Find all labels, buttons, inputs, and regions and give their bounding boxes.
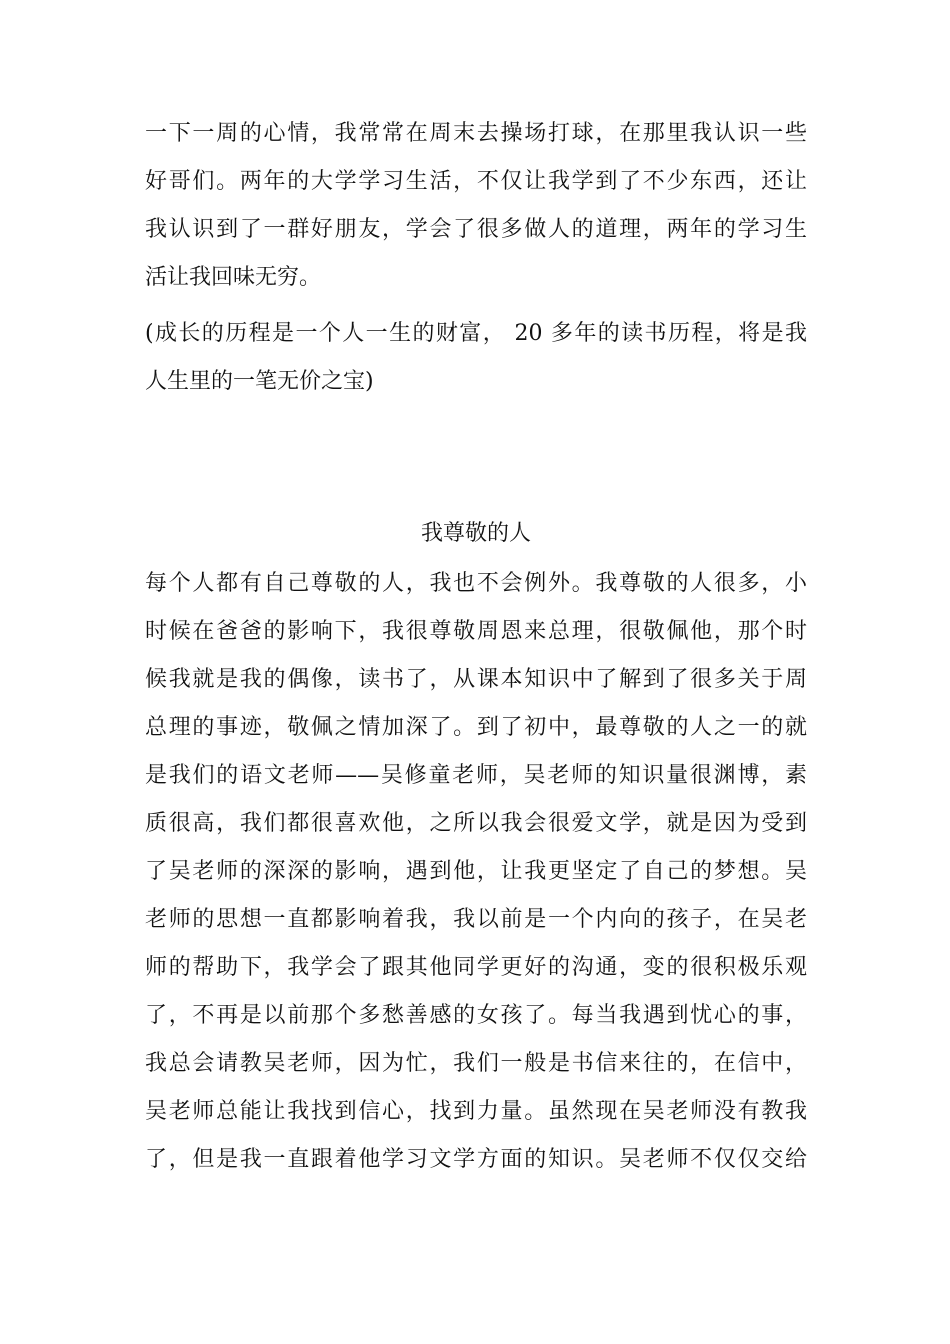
text-line: (成长的历程是一个人一生的财富， 20 多年的读书历程，将是我 bbox=[145, 321, 807, 346]
text-line: 候我就是我的偶像，读书了，从课本知识中了解到了很多关于周 bbox=[145, 667, 807, 692]
text-line: 时候在爸爸的影响下，我很尊敬周恩来总理，很敬佩他，那个时 bbox=[145, 619, 807, 644]
text-line: 是我们的语文老师——吴修童老师，吴老师的知识量很渊博，素 bbox=[145, 763, 807, 788]
text-line: 一下一周的心情，我常常在周末去操场打球，在那里我认识一些 bbox=[145, 121, 807, 146]
paragraph-note bbox=[145, 310, 807, 406]
text-line: 我认识到了一群好朋友，学会了很多做人的道理，两年的学习生 bbox=[145, 217, 807, 242]
text-line: 师的帮助下，我学会了跟其他同学更好的沟通，变的很积极乐观 bbox=[145, 955, 807, 980]
essay-title: 我尊敬的人 bbox=[420, 521, 531, 546]
text-line: 了，但是我一直跟着他学习文学方面的知识。吴老师不仅仅交给 bbox=[145, 1147, 807, 1172]
text-line: 人生里的一笔无价之宝) bbox=[145, 369, 374, 394]
paragraph-respected-person bbox=[145, 560, 807, 1184]
text-line: 吴老师总能让我找到信心，找到力量。虽然现在吴老师没有教我 bbox=[145, 1099, 807, 1124]
text-line: 好哥们。两年的大学学习生活，不仅让我学到了不少东西，还让 bbox=[145, 169, 807, 194]
text-line: 活让我回味无穷。 bbox=[145, 265, 322, 290]
text-line: 每个人都有自己尊敬的人，我也不会例外。我尊敬的人很多，小 bbox=[145, 571, 807, 596]
text-line: 了吴老师的深深的影响，遇到他，让我更坚定了自己的梦想。吴 bbox=[145, 859, 807, 884]
text-line: 质很高，我们都很喜欢他，之所以我会很爱文学，就是因为受到 bbox=[145, 811, 807, 836]
text-line: 总理的事迹，敬佩之情加深了。到了初中，最尊敬的人之一的就 bbox=[145, 715, 807, 740]
text-line: 我总会请教吴老师，因为忙，我们一般是书信来往的，在信中， bbox=[145, 1051, 807, 1076]
paragraph-university-life bbox=[145, 110, 807, 302]
text-line: 了，不再是以前那个多愁善感的女孩了。每当我遇到忧心的事， bbox=[145, 1003, 807, 1028]
text-line: 老师的思想一直都影响着我，我以前是一个内向的孩子，在吴老 bbox=[145, 907, 807, 932]
